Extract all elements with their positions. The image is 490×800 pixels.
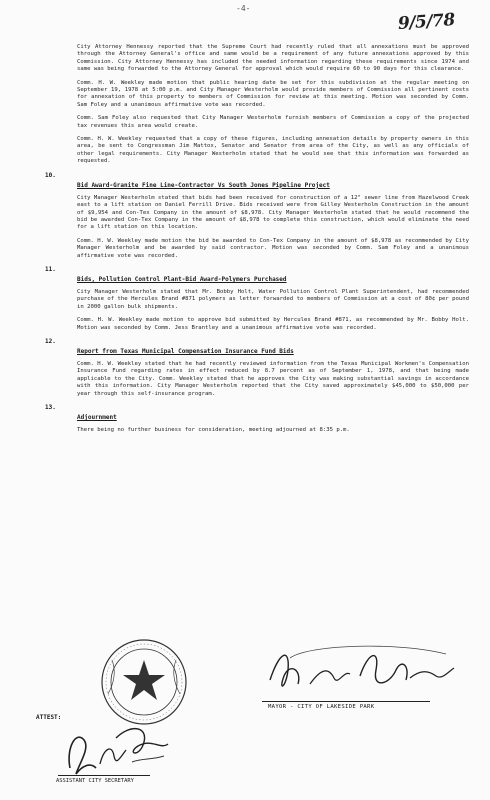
agenda-item-13 bbox=[45, 404, 469, 423]
item-title: Bids, Pollution Control Plant-Bid Award-Polymers Purchased bbox=[77, 275, 287, 283]
minutes-paragraph: Comm. H. W. Weekley requested that a copy of these figures, including annexation details by property owners in this area, be sent to Congressman Jim Mattox, Senator and Senator from area of the City, as well as any officials of other legal requirements. City Manager Westerholm stated that he would see that this information was forwarded as requested. bbox=[77, 136, 469, 165]
minutes-paragraph: Comm. H. W. Weekley stated that he had recently reviewed information from the Texas Municipal Workmen's Compensation Insurance Fund regarding rates in effect reduced by 8.7 percent as of September 1, 1978, and that being made applicable to the City. Comm. Weekley stated that he approves the City was making substantial savings in accordance with this information. City Manager Westerholm reported that the City saved approximately $45,000 to $50,000 per year through this self-insurance program. bbox=[77, 360, 469, 397]
item-title: Report from Texas Municipal Compensation Insurance Fund Bids bbox=[77, 347, 294, 355]
agenda-item-11 bbox=[45, 265, 469, 285]
agenda-item-12 bbox=[45, 337, 469, 357]
mayor-label: MAYOR - CITY OF LAKESIDE PARK bbox=[268, 704, 375, 710]
minutes-paragraph: Comm. H. W. Weekley made motion that public hearing date be set for this subdivision at the regular meeting on September 19, 1978 at 5:00 p.m. and City Manager Westerholm would provide members of Commission all pertinent costs for annexation of this property to members of Commission for review at this meeting. Motion was seconded by Comm. Sam Foley and a unanimous affirmative vote was recorded. bbox=[77, 79, 469, 108]
secretary-signature-icon bbox=[56, 718, 176, 780]
item-number: 12. bbox=[45, 337, 56, 345]
minutes-paragraph: There being no further business for consideration, meeting adjourned at 8:35 p.m. bbox=[77, 427, 350, 433]
item-title: Bid Award-Granite Fine Line-Contractor Vs South Jones Pipeline Project bbox=[77, 181, 330, 189]
attest-label: ATTEST: bbox=[36, 714, 62, 721]
item-number: 11. bbox=[45, 265, 56, 273]
minutes-paragraph: City Manager Westerholm stated that bids had been received for construction of a 12" sewer line from Hazelwood Creek east to a lift station on Daniel Ferrill Drive. Bids received were from Gilley Westerholm Construction in the amount of $9,954 and Con-Tex Company in the amount of $8,978. City Manager Westerholm stated that he would recommend the bid be awarded Con-Tex Company in the amount of $8,978 to complete this construction, which would eliminate the need for a lift station on this location. bbox=[77, 194, 469, 231]
minutes-paragraph: City Attorney Hennessy reported that the Supreme Court had recently ruled that all annexations must be approved through the Attorney General's office and same would be a requirement of any future annexations approved by this Commission. City Attorney Hennessy has included the needed information regarding these requirements since 1974 and same was being forwarded to the Attorney General for approval which would require 60 to 90 days for this clearance. bbox=[77, 44, 469, 73]
page-number: -4- bbox=[236, 4, 251, 13]
secretary-signature-line bbox=[58, 775, 150, 776]
city-seal-icon bbox=[98, 636, 190, 728]
secretary-label: ASSISTANT CITY SECRETARY bbox=[56, 778, 134, 784]
handwritten-date: 9/5/78 bbox=[397, 10, 456, 34]
minutes-paragraph: Comm. H. W. Weekley made motion to approve bid submitted by Hercules Brand #871, as recommended by Mr. Bobby Holt. Motion was seconded by Comm. Jess Brantley and a unanimous affirmative vote was recorded. bbox=[77, 317, 469, 331]
mayor-signature-line bbox=[262, 701, 430, 702]
minutes-paragraph: City Manager Westerholm stated that Mr. Bobby Holt, Water Pollution Control Plant Superintendent, had recommended purchase of the Hercules Brand #871 polymers as letter forwarded to members of Commission at a cost of 80¢ per pound in 2000 gallon bulk shipments. bbox=[77, 288, 469, 310]
minutes-body bbox=[45, 44, 469, 440]
agenda-item-10 bbox=[45, 171, 469, 191]
minutes-paragraph: Comm. H. W. Weekley made motion the bid be awarded to Con-Tex Company in the amount of $8,978 as recommended by City Manager Westerholm and be awarded by said contractor. Motion was seconded by Comm. Sam Foley and a unanimous affirmative vote was recorded. bbox=[77, 237, 469, 259]
minutes-paragraph: Comm. Sam Foley also requested that City Manager Westerholm furnish members of Commission a copy of the projected tax revenues this area would create. bbox=[77, 115, 469, 129]
item-title: Adjournment bbox=[77, 414, 117, 421]
item-number: 10. bbox=[45, 171, 56, 179]
item-number: 13. bbox=[45, 404, 56, 411]
mayor-signature-icon bbox=[250, 640, 460, 706]
